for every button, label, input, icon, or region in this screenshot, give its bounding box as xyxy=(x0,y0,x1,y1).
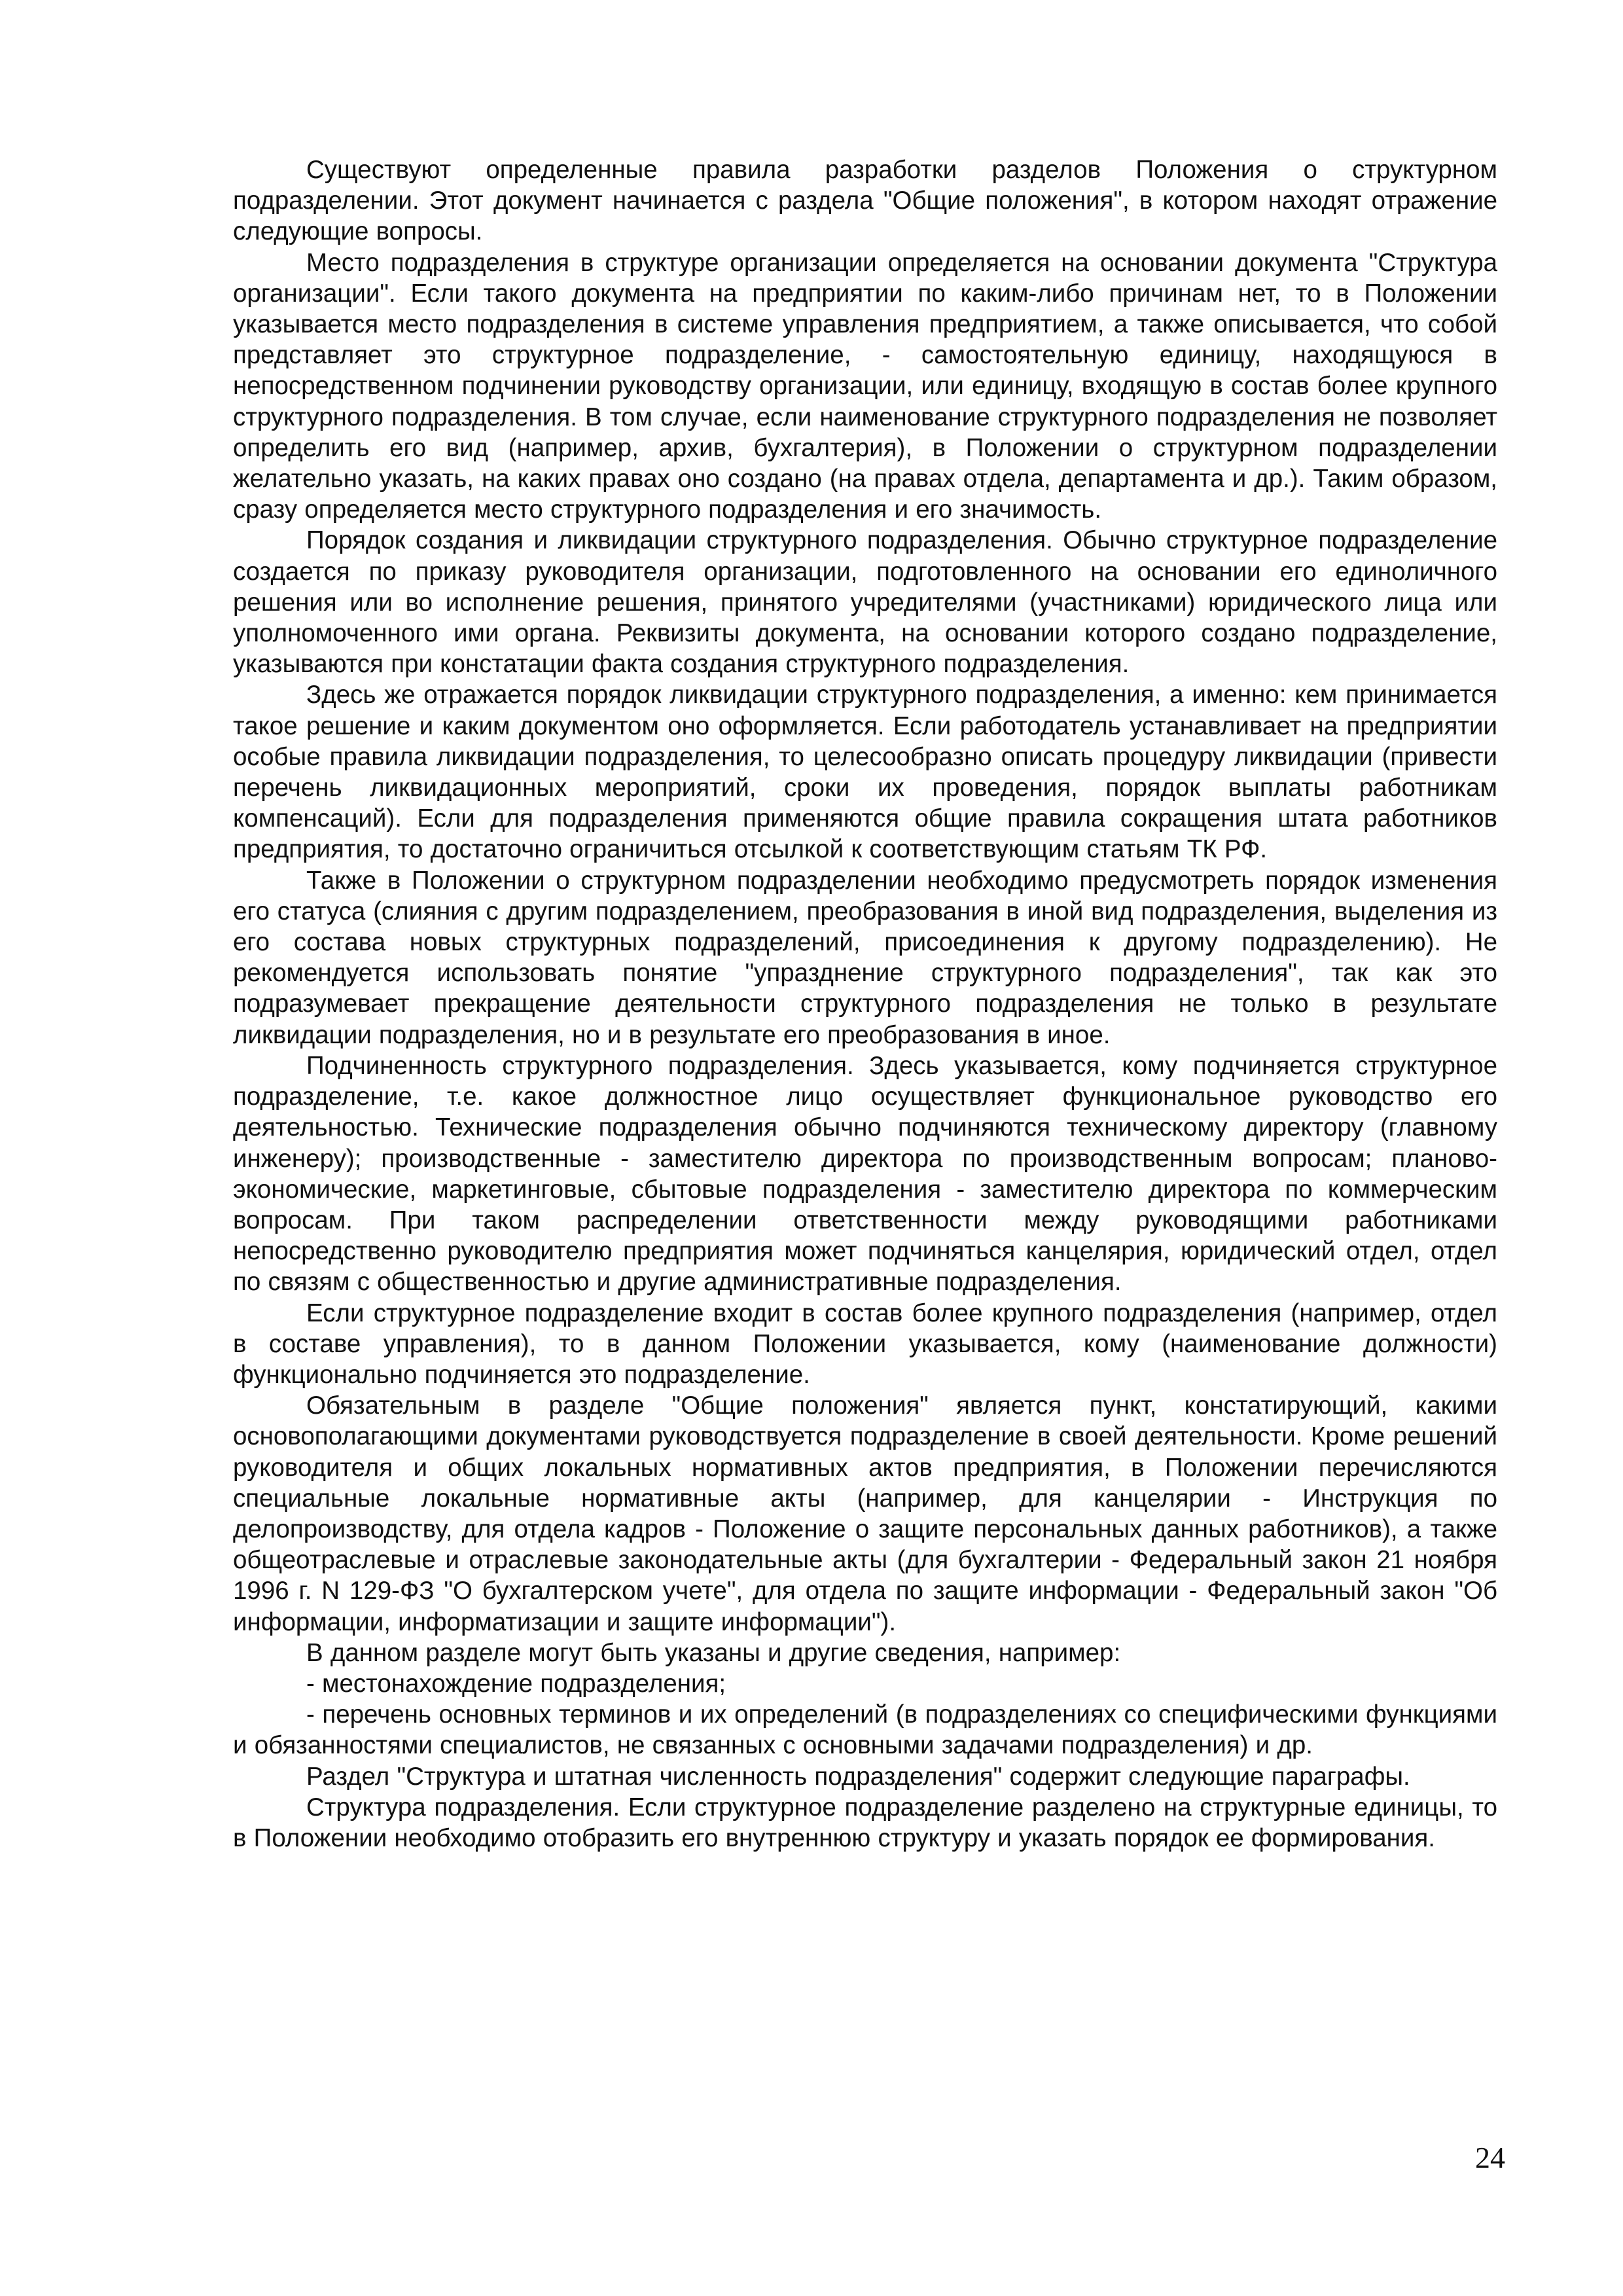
paragraph: Обязательным в разделе "Общие положения" является пункт, констатирующий, какими основополагающими документами руководствуется подразделение в своей деятельности. Кроме решений руководителя и общих локальных нормативных актов предприятия, в Положении перечисляются специальные локальные нормативные акты (например, для канцелярии - Инструкция по делопроизводству, для отдела кадров - Положение о защите персональных данных работников), а также общеотраслевые и отраслевые законодательные акты (для бухгалтерии - Федеральный закон 21 ноября 1996 г. N 129-ФЗ "О бухгалтерском учете", для отдела по защите информации - Федеральный закон "Об информации, информатизации и защите информации"). xyxy=(233,1391,1497,1636)
paragraph: Порядок создания и ликвидации структурного подразделения. Обычно структурное подразделение создается по приказу руководителя организации, подготовленного на основании его единоличного решения или во исполнение решения, принятого учредителями (участниками) юридического лица или уполномоченного ими органа. Реквизиты документа, на основании которого создано подразделение, указываются при констатации факта создания структурного подразделения. xyxy=(233,526,1497,679)
paragraph: Здесь же отражается порядок ликвидации структурного подразделения, а именно: кем принимается такое решение и каким документом оно оформляется. Если работодатель устанавливает на предприятии особые правила ликвидации подразделения, то целесообразно описать процедуру ликвидации (привести перечень ликвидационных мероприятий, сроки их проведения, порядок выплаты работникам компенсаций). Если для подразделения применяются общие правила сокращения штата работников предприятия, то достаточно ограничиться отсылкой к соответствующим статьям ТК РФ. xyxy=(233,681,1497,864)
list-item: - перечень основных терминов и их определений (в подразделениях со специфическими функциями и обязанностями специалистов, не связанных с основными задачами подразделения) и др. xyxy=(233,1700,1497,1760)
paragraph: Существуют определенные правила разработки разделов Положения о структурном подразделении. Этот документ начинается с раздела "Общие положения", в котором находят отражение следующие вопросы. xyxy=(233,156,1497,246)
paragraph: В данном разделе могут быть указаны и другие сведения, например: xyxy=(306,1638,1121,1667)
paragraph: Структура подразделения. Если структурное подразделение разделено на структурные единицы, то в Положении необходимо отобразить его внутреннюю структуру и указать порядок ее формирования. xyxy=(233,1793,1497,1852)
paragraph: Место подразделения в структуре организации определяется на основании документа "Структура организации". Если такого документа на предприятии по каким-либо причинам нет, то в Положении указывается место подразделения в системе управления предприятием, а также описывается, что собой представляет это структурное подразделение, - самостоятельную единицу, находящуюся в непосредственном подчинении руководству организации, или единицу, входящую в состав более крупного структурного подразделения. В том случае, если наименование структурного подразделения не позволяет определить его вид (например, архив, бухгалтерия), в Положении о структурном подразделении желательно указать, на каких правах оно создано (на правах отдела, департамента и др.). Таким образом, сразу определяется место структурного подразделения и его значимость. xyxy=(233,248,1497,524)
paragraph: Подчиненность структурного подразделения. Здесь указывается, кому подчиняется структурное подразделение, т.е. какое должностное лицо осуществляет функциональное руководство его деятельностью. Технические подразделения обычно подчиняются техническому директору (главному инженеру); производственные - заместителю директора по производственным вопросам; планово-экономические, маркетинговые, сбытовые подразделения - заместителю директора по коммерческим вопросам. При таком распределении ответственности между руководящими работниками непосредственно руководителю предприятия может подчиняться канцелярия, юридический отдел, отдел по связям с общественностью и другие административные подразделения. xyxy=(233,1051,1497,1297)
paragraph: Если структурное подразделение входит в состав более крупного подразделения (например, отдел в составе управления), то в данном Положении указывается, кому (наименование должности) функционально подчиняется это подразделение. xyxy=(233,1299,1497,1389)
paragraph: Раздел "Структура и штатная численность подразделения" содержит следующие параграфы. xyxy=(306,1762,1410,1791)
page-number: 24 xyxy=(1475,2141,1505,2174)
body-text xyxy=(233,154,1497,1854)
paragraph: Также в Положении о структурном подразделении необходимо предусмотреть порядок изменения его статуса (слияния с другим подразделением, преобразования в иной вид подразделения, выделения из его состава новых структурных подразделений, присоединения к другому подразделению). Не рекомендуется использовать понятие "упразднение структурного подразделения", так как это подразумевает прекращение деятельности структурного подразделения не только в результате ликвидации подразделения, но и в результате его преобразования в иное. xyxy=(233,866,1497,1049)
list-item: - местонахождение подразделения; xyxy=(306,1669,726,1698)
